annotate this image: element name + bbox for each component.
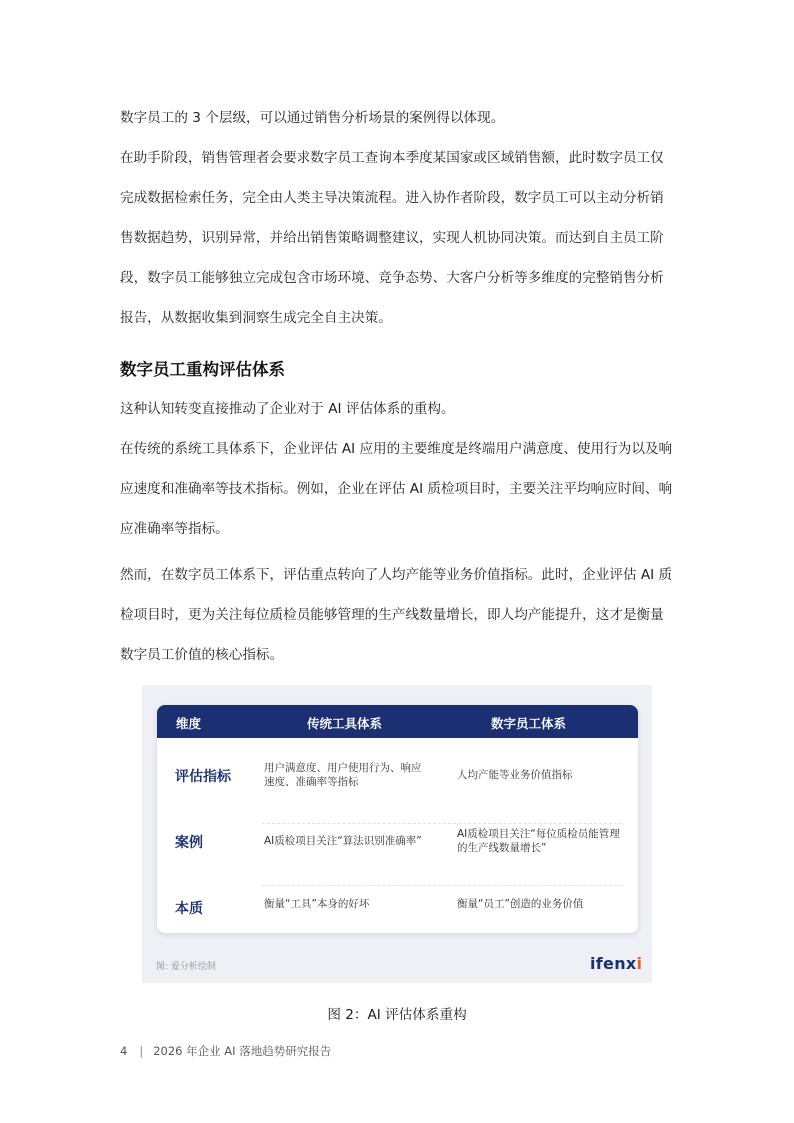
- evaluation-figure: [142, 685, 652, 983]
- footer-separator: |: [139, 1044, 144, 1058]
- header-digital: 数字员工体系: [491, 716, 567, 731]
- page-footer: [120, 1043, 331, 1059]
- table-row: [157, 870, 638, 932]
- row-traditional: AI质检项目关注“算法识别准确率”: [264, 835, 422, 847]
- paragraph-digital: 然而，在数字员工体系下，评估重点转向了人均产能等业务价值指标。此时，企业评估 AI 质检项目时，更为关注每位质检员能够管理的生产线数量增长，即人均产能提升，这才是衡量数字员工价值的核心指标。: [120, 567, 673, 663]
- section-heading: 数字员工重构评估体系: [120, 360, 285, 379]
- row-dimension: 本质: [175, 901, 203, 917]
- figure-source: 图: 爱分析绘制: [156, 962, 216, 972]
- figure-caption: 图 2：AI 评估体系重构: [327, 1007, 467, 1023]
- paragraph-intro: 数字员工的 3 个层级，可以通过销售分析场景的案例得以体现。: [120, 110, 505, 126]
- row-traditional: 用户满意度、用户使用行为、响应速度、准确率等指标: [264, 762, 422, 788]
- paragraph-traditional: 在传统的系统工具体系下，企业评估 AI 应用的主要维度是终端用户满意度、使用行为以及响应速度和准确率等技术指标。例如，企业在评估 AI 质检项目时，主要关注平均响应时间、响应准确率等指标。: [120, 441, 673, 537]
- row-digital: 人均产能等业务价值指标: [457, 769, 573, 781]
- comparison-table: [157, 705, 638, 933]
- row-digital: 衡量“员工”创造的业务价值: [457, 898, 584, 910]
- paragraph-sales-stages: 在助手阶段，销售管理者会要求数字员工查询本季度某国家或区域销售额，此时数字员工仅完成数据检索任务，完全由人类主导决策流程。进入协作者阶段，数字员工可以主动分析销售数据趋势，识别异常，并给出销售策略调整建议，实现人机协同决策。而达到自主员工阶段，数字员工能够独立完成包含市场环境、竞争态势、大客户分析等多维度的完整销售分析报告，从数据收集到洞察生成完全自主决策。: [120, 150, 664, 326]
- page-number: 4: [120, 1044, 128, 1058]
- table-row: [157, 750, 638, 812]
- row-traditional: 衡量“工具”本身的好坏: [264, 898, 370, 910]
- row-dimension: 评估指标: [175, 769, 231, 785]
- ifenxi-logo: ifenxi: [590, 954, 643, 973]
- footer-title: 2026 年企业 AI 落地趋势研究报告: [153, 1044, 332, 1058]
- row-digital: AI质检项目关注“每位质检员能管理的生产线数量增长”: [457, 828, 620, 854]
- header-dimension: 维度: [176, 716, 202, 731]
- table-header: [157, 705, 638, 738]
- paragraph-shift: 这种认知转变直接推动了企业对于 AI 评估体系的重构。: [120, 401, 455, 417]
- row-dimension: 案例: [175, 835, 203, 851]
- header-traditional: 传统工具体系: [307, 716, 383, 731]
